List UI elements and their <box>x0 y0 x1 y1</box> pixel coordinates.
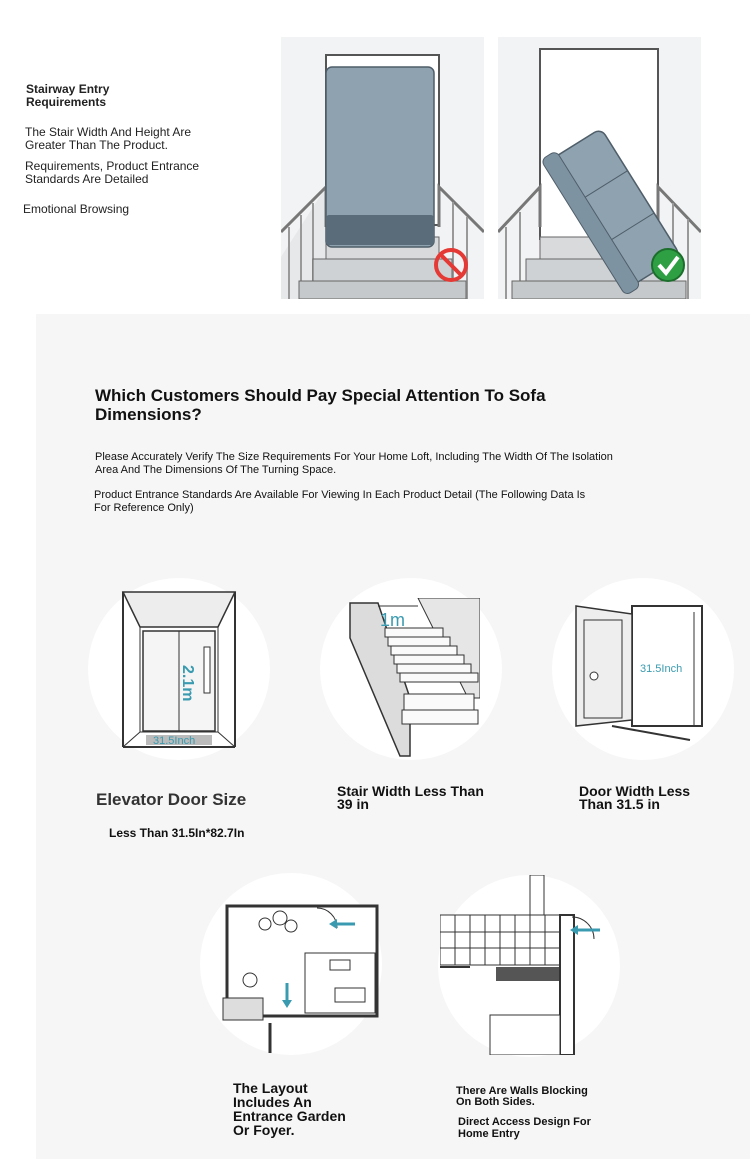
sofa-stair-right-illustration <box>498 37 701 299</box>
stairs-width-label: 1m <box>380 610 406 630</box>
door-caption: Door Width Less Than 31.5 in <box>579 783 691 812</box>
foyer-caption: The Layout Includes An Entrance Garden Or Foyer. <box>233 1080 346 1138</box>
door-width-label: 31.5Inch <box>640 663 683 675</box>
walls-caption: There Are Walls Blocking On Both Sides. <box>456 1085 588 1108</box>
stairway-heading: Stairway Entry Requirements <box>26 82 110 109</box>
stairs-illustration <box>340 598 480 758</box>
main-paragraph-1: Please Accurately Verify The Size Requirements For Your Home Loft, Including The Width Of The Isolation Area And The Dimensions Of The Turning Space. <box>95 451 613 476</box>
main-title: Which Customers Should Pay Special Attention To Sofa Dimensions? <box>95 386 546 424</box>
stairs-caption: Stair Width Less Than 39 in <box>337 783 484 812</box>
foyer-illustration <box>205 898 380 1053</box>
walls-illustration <box>440 875 620 1055</box>
elevator-width-label: 31.5Inch <box>153 735 196 747</box>
sofa-stair-wrong-illustration <box>281 37 484 299</box>
stairway-line-3: Emotional Browsing <box>23 202 130 216</box>
main-paragraph-2: Product Entrance Standards Are Available For Viewing In Each Product Detail (The Following Data Is For Reference Only) <box>94 489 586 514</box>
stairway-line-2: Requirements, Product Entrance Standards Are Detailed <box>25 159 200 186</box>
stairway-line-1: The Stair Width And Height Are Greater Than The Product. <box>25 125 192 152</box>
elevator-caption: Elevator Door Size <box>96 790 247 809</box>
walls-sub: Direct Access Design For Home Entry <box>458 1116 591 1140</box>
elevator-sub: Less Than 31.5In*82.7In <box>109 826 245 840</box>
elevator-height-label: 2.1m <box>179 665 196 702</box>
